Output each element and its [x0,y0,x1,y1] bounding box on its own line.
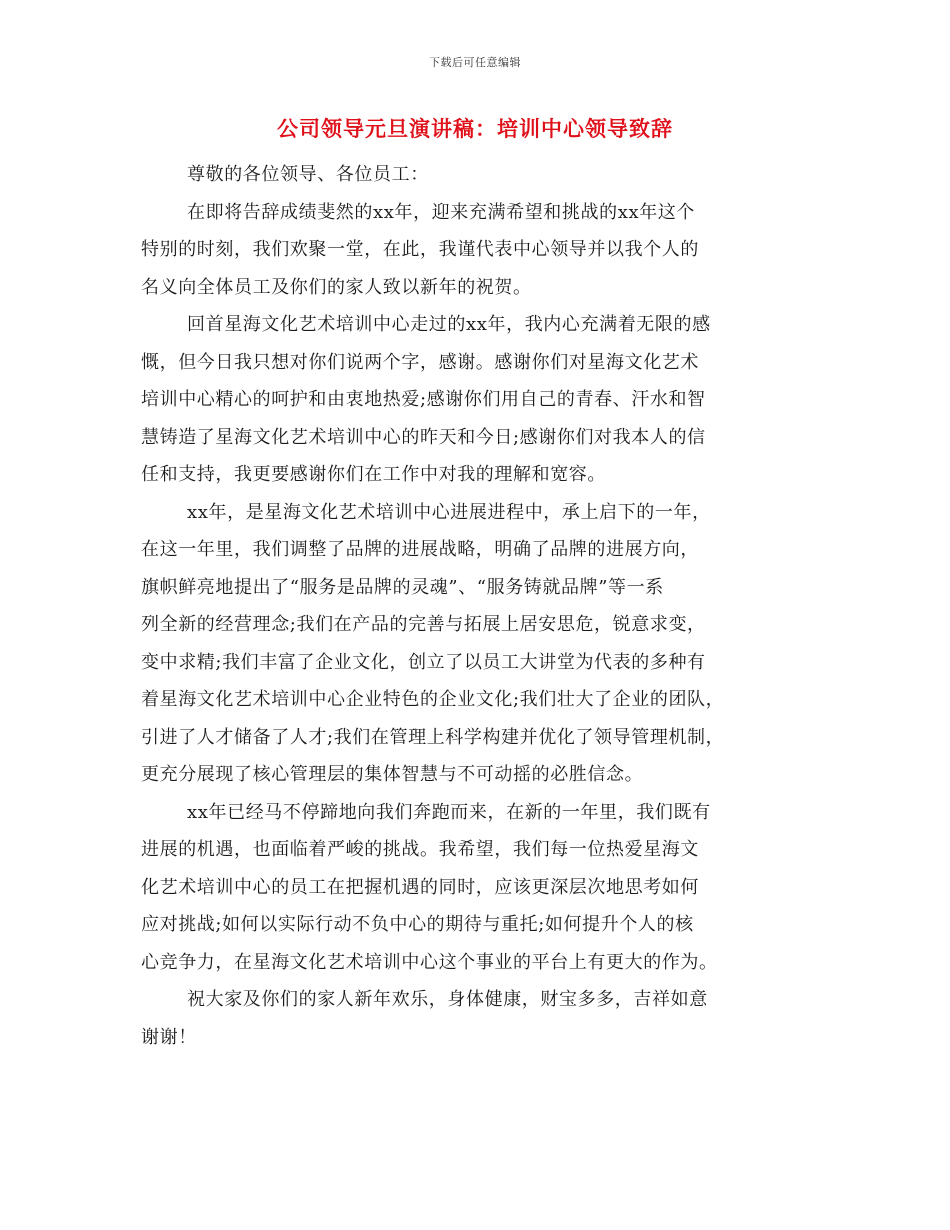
document-title: 公司领导元旦演讲稿：培训中心领导致辞 [277,116,673,141]
text-line: 列全新的经营理念;我们在产品的完善与拓展上居安思危，锐意求变， [141,614,706,635]
document-body [141,156,821,1056]
text-line: 培训中心精心的呵护和由衷地热爱;感谢你们用自己的青春、汗水和智 [141,389,706,410]
text-line: 任和支持，我更要感谢你们在工作中对我的理解和宽容。 [141,464,606,485]
text-line: 祝大家及你们的家人新年欢乐，身体健康，财宝多多，吉祥如意 [187,989,708,1010]
text-line: 谢谢！ [141,1026,197,1048]
text-line: 化艺术培训中心的员工在把握机遇的同时，应该更深层次地思考如何 [141,876,699,898]
text-line: 着星海文化艺术培训中心企业特色的企业文化;我们壮大了企业的团队， [141,689,725,710]
text-line: 名义向全体员工及你们的家人致以新年的祝贺。 [141,276,532,298]
text-line: xx年，是星海文化艺术培训中心进展进程中，承上启下的一年， [187,501,711,523]
text-line: 进展的机遇，也面临着严峻的挑战。我希望，我们每一位热爱星海文 [141,839,699,860]
text-line: 心竞争力，在星海文化艺术培训中心这个事业的平台上有更大的作为。 [141,951,718,973]
text-line: 尊敬的各位领导、各位员工： [187,164,429,185]
text-line: 旗帜鲜亮地提出了“服务是品牌的灵魂”、“服务铸就品牌”等一系 [141,576,664,598]
text-line: 在这一年里，我们调整了品牌的进展战略，明确了品牌的进展方向， [141,539,699,560]
text-line: 应对挑战;如何以实际行动不负中心的期待与重托;如何提升个人的核 [141,914,694,935]
text-line: 在即将告辞成绩斐然的xx年，迎来充满希望和挑战的xx年这个 [187,201,696,223]
text-line: 回首星海文化艺术培训中心走过的xx年，我内心充满着无限的感 [187,314,711,335]
text-line: 变中求精;我们丰富了企业文化，创立了以员工大讲堂为代表的多种有 [141,651,706,673]
text-line: 更充分展现了核心管理层的集体智慧与不可动摇的必胜信念。 [141,764,644,785]
text-line: 慧铸造了星海文化艺术培训中心的昨天和今日;感谢你们对我本人的信 [141,426,706,448]
text-line: 特别的时刻，我们欢聚一堂，在此，我谨代表中心领导并以我个人的 [141,239,699,260]
header-note: 下载后可任意编辑 [429,56,521,69]
text-line: 慨，但今日我只想对你们说两个字，感谢。感谢你们对星海文化艺术 [141,351,699,373]
text-line: xx年已经马不停蹄地向我们奔跑而来，在新的一年里，我们既有 [187,801,711,823]
text-line: 引进了人才储备了人才;我们在管理上科学构建并优化了领导管理机制， [141,726,725,748]
